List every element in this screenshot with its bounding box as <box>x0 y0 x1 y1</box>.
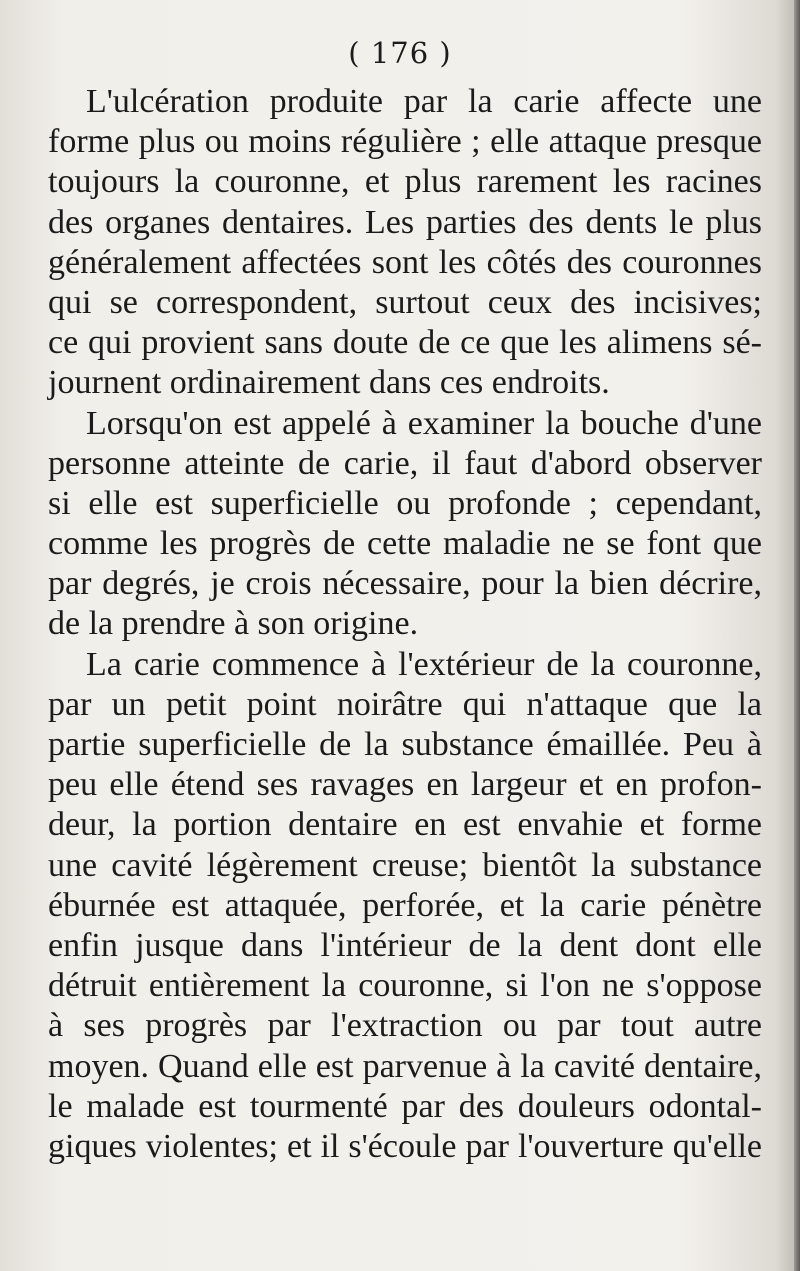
text-line: par un petit point noirâtre qui n'attaque que la <box>48 685 762 723</box>
text-line: le malade est tourmenté par des douleurs odontal- <box>48 1087 762 1125</box>
page-number: ( 176 ) <box>348 36 452 70</box>
text-line: enfin jusque dans l'intérieur de la dent dont elle <box>48 926 762 964</box>
text-line: peu elle étend ses ravages en largeur et en profon- <box>48 766 762 804</box>
text-line: personne atteinte de carie, il faut d'abord observer <box>48 444 762 482</box>
text-line: Lorsqu'on est appelé à examiner la bouche d'une <box>86 404 762 442</box>
text-line: giques violentes; et il s'écoule par l'ouverture qu'elle <box>48 1127 762 1165</box>
text-line: qui se correspondent, surtout ceux des incisives; <box>48 283 762 321</box>
text-line: de la prendre à son origine. <box>48 605 419 643</box>
paragraph-2 <box>48 404 762 645</box>
text-line: journent ordinairement dans ces endroits. <box>48 364 610 402</box>
text-line: La carie commence à l'extérieur de la couronne, <box>86 645 762 683</box>
text-line: généralement affectées sont les côtés des couronnes <box>48 243 762 281</box>
text-line: éburnée est attaquée, perforée, et la carie pénètre <box>48 886 762 924</box>
text-line: forme plus ou moins régulière ; elle attaque presque <box>48 123 762 161</box>
text-line: moyen. Quand elle est parvenue à la cavité dentaire, <box>48 1047 762 1085</box>
text-line: partie superficielle de la substance émaillée. Peu à <box>48 726 762 763</box>
text-line: détruit entièrement la couronne, si l'on ne s'oppose <box>48 967 762 1005</box>
text-line: à ses progrès par l'extraction ou par tout autre <box>48 1007 762 1045</box>
text-line: par degrés, je crois nécessaire, pour la bien décrire, <box>48 565 762 603</box>
text-line: des organes dentaires. Les parties des dents le plus <box>48 203 762 241</box>
paragraph-3 <box>48 645 762 1167</box>
paragraph-1 <box>48 82 762 404</box>
text-line: une cavité légèrement creuse; bientôt la substance <box>48 846 762 884</box>
body-text <box>48 82 762 1167</box>
page-edge-shadow <box>794 0 800 1271</box>
text-line: ce qui provient sans doute de ce que les alimens sé- <box>48 324 762 362</box>
text-line: comme les progrès de cette maladie ne se font que <box>48 525 762 563</box>
text-line: si elle est superficielle ou profonde ; cependant, <box>48 484 762 522</box>
text-line: toujours la couronne, et plus rarement les racines <box>48 163 762 201</box>
text-line: L'ulcération produite par la carie affecte une <box>86 83 762 120</box>
text-line: deur, la portion dentaire en est envahie et forme <box>48 806 762 844</box>
